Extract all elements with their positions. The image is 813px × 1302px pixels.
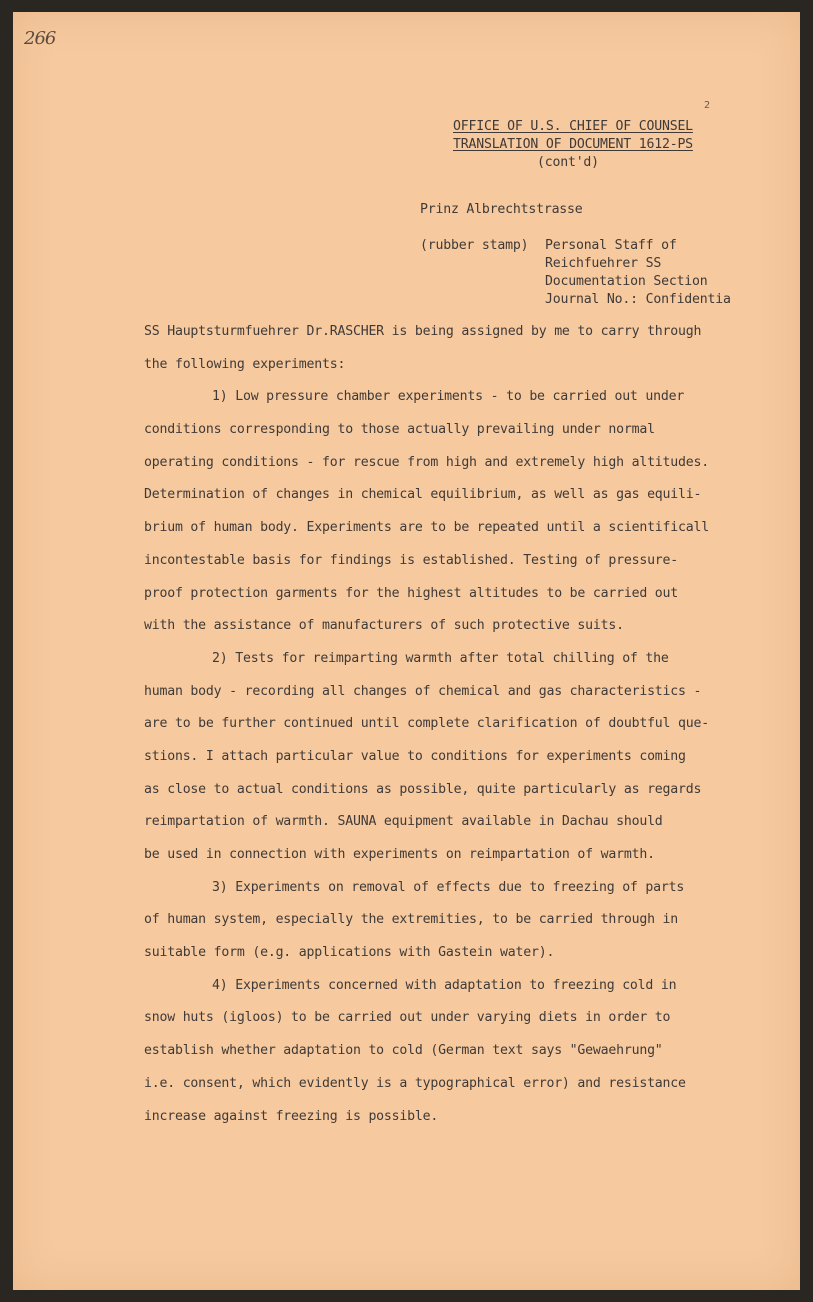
text-line: human body - recording all changes of chemical and gas characteristics - [144, 683, 702, 699]
text-line: i.e. consent, which evidently is a typographical error) and resistance [144, 1075, 686, 1091]
text-line: as close to actual conditions as possible, quite particularly as regards [144, 781, 702, 797]
text-line: Determination of changes in chemical equilibrium, as well as gas equili- [144, 487, 702, 503]
item-4-start: 4) Experiments concerned with adaptation to freezing cold in [212, 977, 677, 993]
header-translation: TRANSLATION OF DOCUMENT 1612-PS [453, 137, 693, 152]
text-line: SS Hauptsturmfuehrer Dr.RASCHER is being assigned by me to carry through [144, 324, 702, 339]
page-number: 266 [24, 28, 56, 49]
text-line: stions. I attach particular value to conditions for experiments coming [144, 748, 686, 764]
text-line: brium of human body. Experiments are to be repeated until a scientificall [144, 520, 709, 536]
address: Prinz Albrechtstrasse [420, 202, 583, 217]
stamp-prefix: (rubber stamp) [420, 238, 529, 253]
stamp-line: Documentation Section [545, 274, 708, 289]
text-line: snow huts (igloos) to be carried out under varying diets in order to [144, 1010, 671, 1026]
text-line: proof protection garments for the highest altitudes to be carried out [144, 585, 679, 601]
item-1-start: 1) Low pressure chamber experiments - to be carried out under [212, 389, 685, 405]
rubber-stamp [420, 237, 731, 307]
text-line: incontestable basis for findings is established. Testing of pressure- [144, 552, 679, 568]
text-line: be used in connection with experiments on reimpartation of warmth. [144, 847, 655, 862]
text-line: reimpartation of warmth. SAUNA equipment available in Dachau should [144, 814, 663, 830]
header-office: OFFICE OF U.S. CHIEF OF COUNSEL [453, 119, 693, 134]
corner-mark: 2 [704, 100, 710, 111]
header-continued: (cont'd) [537, 155, 599, 170]
text-line: the following experiments: [144, 356, 346, 372]
stamp-line: Journal No.: Confidentia [545, 292, 731, 307]
text-line: of human system, especially the extremities, to be carried through in [144, 912, 679, 928]
text-line: establish whether adaptation to cold (German text says "Gewaehrung" [144, 1043, 663, 1059]
text-line: increase against freezing is possible. [144, 1108, 439, 1124]
item-2-start: 2) Tests for reimparting warmth after total chilling of the [212, 650, 669, 666]
text-line: operating conditions - for rescue from high and extremely high altitudes. [144, 454, 709, 470]
text-line: with the assistance of manufacturers of such protective suits. [144, 618, 624, 634]
document-page [13, 12, 800, 1290]
document-header [453, 118, 693, 172]
text-line: conditions corresponding to those actually prevailing under normal [144, 422, 655, 438]
text-line: are to be further continued until complete clarification of doubtful que- [144, 716, 709, 732]
item-3-start: 3) Experiments on removal of effects due to freezing of parts [212, 879, 685, 895]
stamp-line: Personal Staff of [545, 238, 677, 253]
stamp-lines [545, 237, 731, 309]
text-line: suitable form (e.g. applications with Gastein water). [144, 945, 555, 961]
body-text [144, 316, 794, 1133]
stamp-line: Reichfuehrer SS [545, 256, 662, 271]
